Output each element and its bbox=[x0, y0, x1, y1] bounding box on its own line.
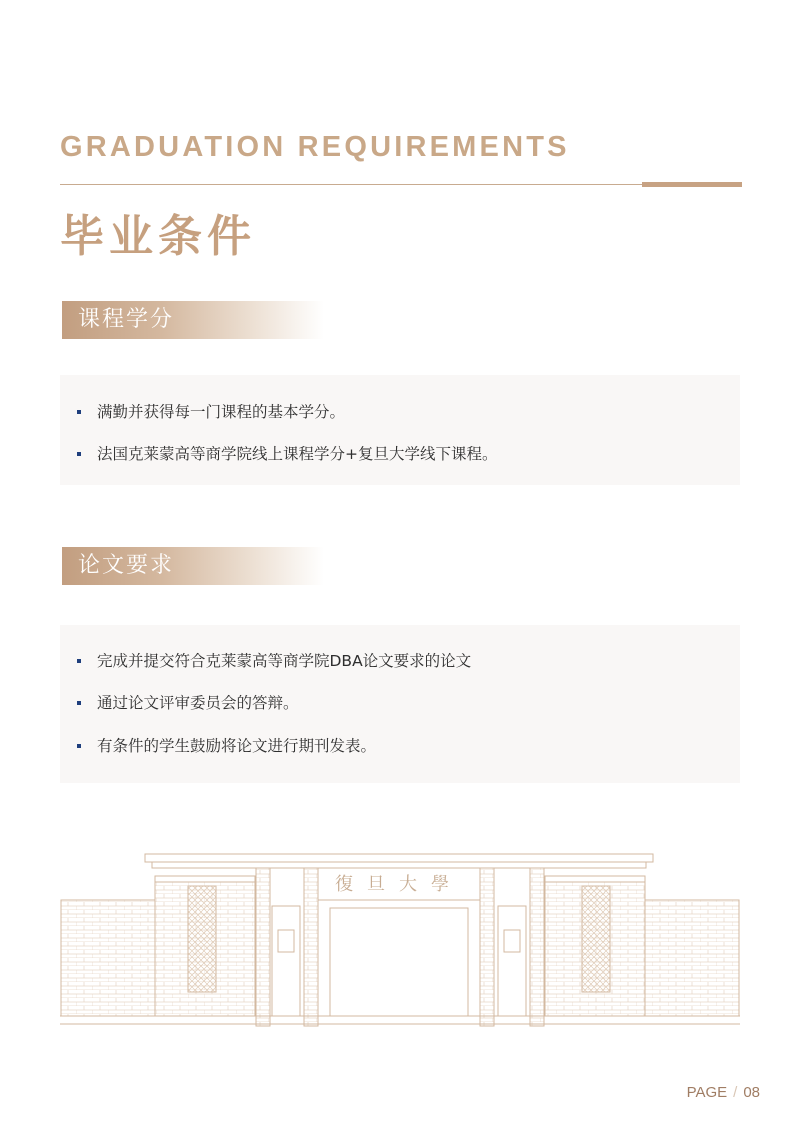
section-heading-label: 课程学分 bbox=[78, 307, 175, 332]
section-heading-thesis bbox=[62, 547, 324, 585]
bullet-icon bbox=[77, 744, 81, 748]
list-item-text: 有条件的学生鼓励将论文进行期刊发表。 bbox=[97, 737, 377, 755]
bullet-icon bbox=[77, 701, 81, 705]
page-number: 08 bbox=[743, 1084, 760, 1101]
thesis-requirements-box bbox=[60, 625, 740, 783]
list-item-text: 通过论文评审委员会的答辩。 bbox=[97, 694, 299, 712]
list-item-text: 满勤并获得每一门课程的基本学分。 bbox=[97, 403, 346, 421]
bullet-icon bbox=[77, 659, 81, 663]
section-heading-credits bbox=[62, 301, 324, 339]
page-title-en: GRADUATION REQUIREMENTS bbox=[60, 131, 570, 163]
bullet-icon bbox=[77, 410, 81, 414]
title-divider bbox=[60, 184, 740, 185]
section-heading-label: 论文要求 bbox=[78, 553, 175, 578]
page-label: PAGE bbox=[686, 1084, 728, 1101]
title-divider-accent bbox=[642, 182, 742, 187]
gate-plaque: 復旦大學 bbox=[335, 874, 463, 895]
bullet-icon bbox=[77, 452, 81, 456]
page-footer bbox=[687, 1084, 760, 1101]
list-item-text: 完成并提交符合克莱蒙高等商学院DBA论文要求的论文 bbox=[97, 652, 472, 670]
university-gate-illustration bbox=[60, 846, 740, 1030]
page-separator: / bbox=[733, 1084, 738, 1101]
credits-requirements-box bbox=[60, 375, 740, 485]
page-title-cn: 毕业条件 bbox=[60, 211, 256, 262]
list-item-text: 法国克莱蒙高等商学院线上课程学分+复旦大学线下课程。 bbox=[97, 445, 498, 463]
